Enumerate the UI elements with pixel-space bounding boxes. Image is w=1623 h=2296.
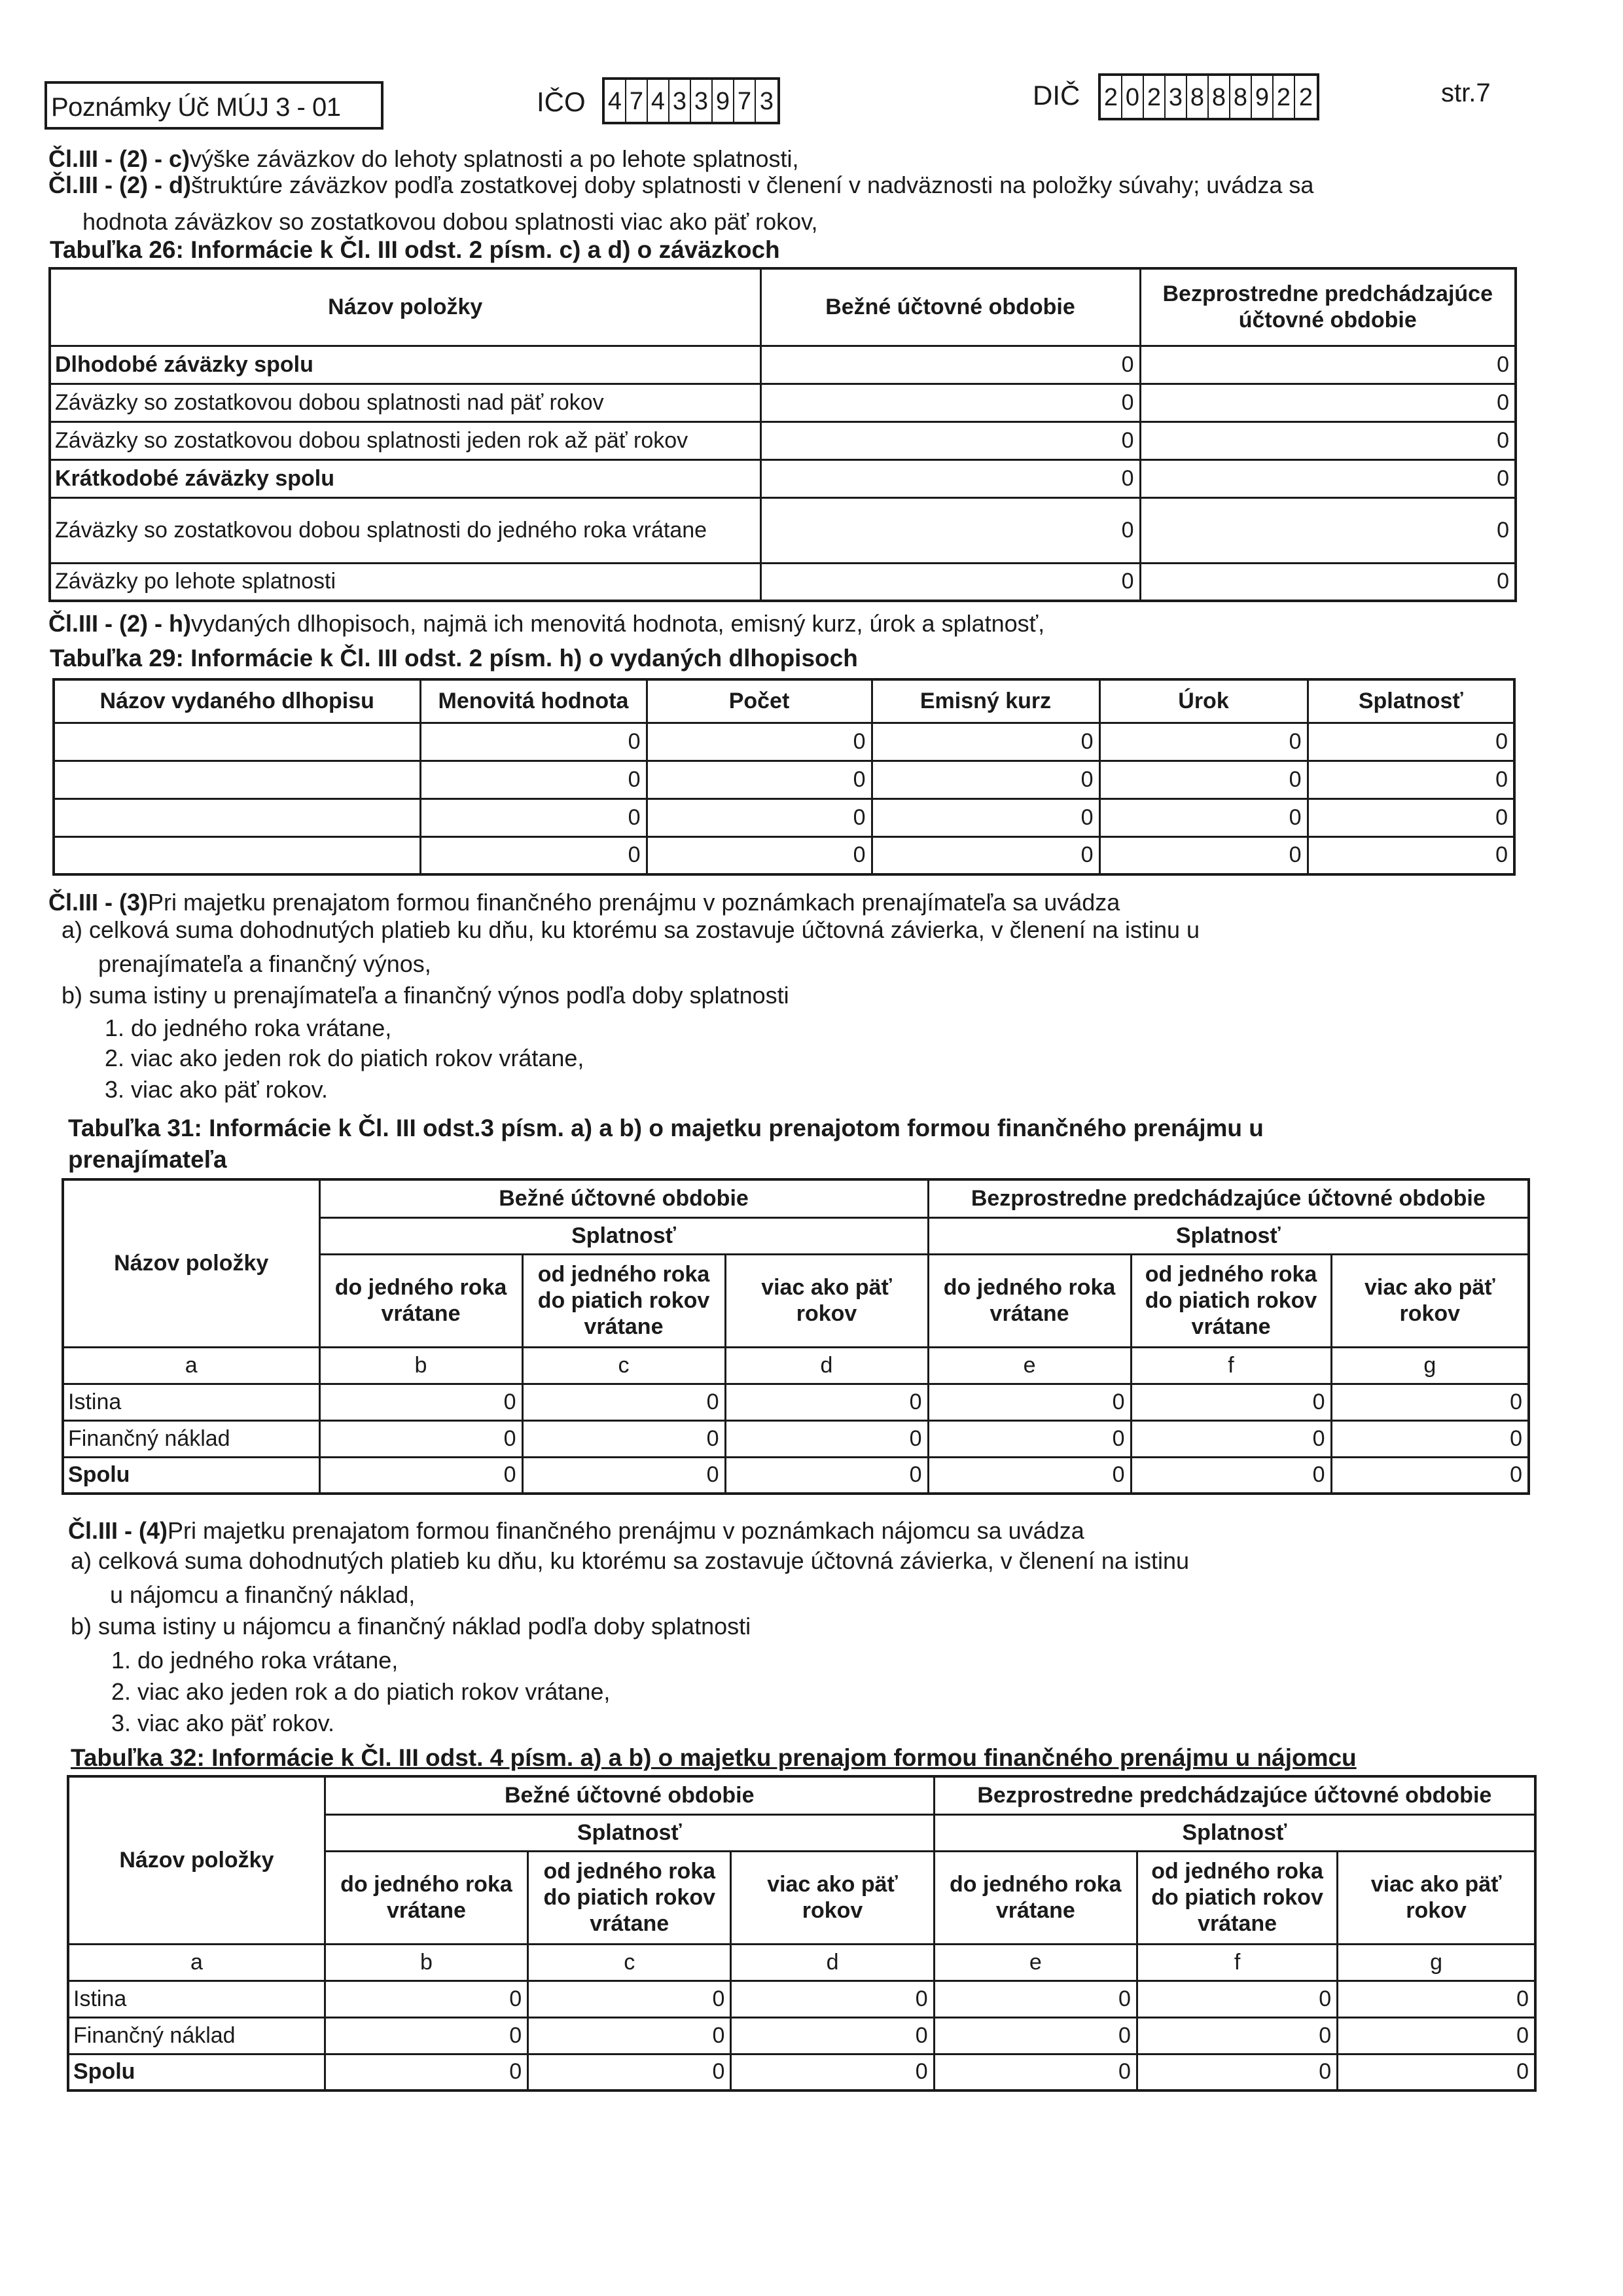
section-4	[68, 1517, 1084, 1545]
section-3-item-1: 1. do jedného roka vrátane,	[105, 1014, 392, 1041]
section-2c-prefix: Čl.III - (2) - c)	[48, 145, 190, 172]
table-row	[68, 2017, 1535, 2054]
value-cell[interactable]: 0	[934, 1981, 1137, 2017]
header-maturity-bucket: od jedného roka do piatich rokov vrátane	[1137, 1851, 1337, 1944]
value-cell[interactable]: 0	[928, 1457, 1131, 1494]
digit-box: 0	[1122, 76, 1144, 118]
value-cell[interactable]: 0	[528, 1981, 731, 2017]
row-label: Spolu	[63, 1457, 319, 1494]
table29-header-interest: Úrok	[1099, 679, 1308, 723]
column-letter: d	[731, 1944, 934, 1981]
digit-box: 2	[1298, 84, 1313, 111]
section-3-b	[62, 982, 789, 1009]
value-cell[interactable]: 0	[731, 1981, 934, 2017]
value-previous[interactable]: 0	[1140, 563, 1516, 601]
value-cell[interactable]: 0	[1331, 1457, 1529, 1494]
value-previous[interactable]: 0	[1140, 459, 1516, 497]
column-letter: f	[1131, 1347, 1331, 1384]
section-3-text: Pri majetku prenajatom formou finančného prenájmu v poznámkach prenajímateľa sa uvádza	[148, 889, 1120, 916]
table-row	[63, 1457, 1529, 1494]
row-label: Krátkodobé záväzky spolu	[50, 459, 760, 497]
value-cell[interactable]: 0	[325, 2054, 527, 2090]
table29-header-nominal: Menovitá hodnota	[420, 679, 647, 723]
digit-box: 7	[626, 80, 648, 122]
value-cell[interactable]: 0	[420, 836, 647, 874]
value-cell[interactable]: 0	[1099, 723, 1308, 761]
value-cell[interactable]: 0	[928, 1384, 1131, 1420]
value-current[interactable]: 0	[760, 384, 1140, 422]
value-cell[interactable]: 0	[725, 1420, 928, 1457]
value-cell[interactable]: 0	[1338, 2017, 1535, 2054]
value-cell[interactable]: 0	[1099, 798, 1308, 836]
section-2h-text: vydaných dlhopisoch, najmä ich menovitá hodnota, emisný kurz, úrok a splatnosť,	[190, 610, 1045, 637]
column-letter: a	[63, 1347, 319, 1384]
value-current[interactable]: 0	[760, 422, 1140, 459]
header-maturity-current: Splatnosť	[325, 1814, 934, 1851]
value-cell[interactable]: 0	[1137, 2054, 1337, 2090]
value-cell[interactable]: 0	[1331, 1420, 1529, 1457]
digit-box: 3	[1166, 76, 1187, 118]
value-cell[interactable]: 0	[647, 798, 872, 836]
section-3-a-text: celková suma dohodnutých platieb ku dňu, ku ktorému sa zostavuje účtovná závierka, v členení na istinu u	[89, 916, 1200, 943]
table29-header-name: Názov vydaného dlhopisu	[54, 679, 420, 723]
digit-box: 2	[1274, 76, 1295, 118]
section-4-item-1: 1. do jedného roka vrátane,	[111, 1647, 399, 1674]
section-4-a-text: celková suma dohodnutých platieb ku dňu, ku ktorému sa zostavuje účtovná závierka, v členení na istinu	[98, 1547, 1189, 1574]
value-cell[interactable]: 0	[1131, 1420, 1331, 1457]
value-current[interactable]: 0	[760, 497, 1140, 563]
value-cell[interactable]: 0	[1331, 1384, 1529, 1420]
column-letter: e	[928, 1347, 1131, 1384]
page-number: str.7	[1441, 79, 1491, 107]
row-label: Finančný náklad	[68, 2017, 325, 2054]
letters-row	[68, 1944, 1535, 1981]
row-label: Záväzky so zostatkovou dobou splatnosti jeden rok až päť rokov	[50, 422, 760, 459]
value-cell[interactable]: 0	[319, 1420, 522, 1457]
column-letter: a	[68, 1944, 325, 1981]
column-letter: e	[934, 1944, 1137, 1981]
value-cell[interactable]: 0	[528, 2054, 731, 2090]
table26	[48, 267, 1517, 602]
value-cell[interactable]: 0	[1308, 798, 1514, 836]
header-maturity-bucket: viac ako päť rokov	[1338, 1851, 1535, 1944]
value-cell[interactable]: 0	[1137, 1981, 1337, 2017]
digit-box: 2	[1101, 76, 1122, 118]
header-maturity-bucket: od jedného roka do piatich rokov vrátane	[1131, 1254, 1331, 1347]
digit-box: 3	[669, 80, 691, 122]
value-current[interactable]: 0	[760, 459, 1140, 497]
header-maturity-bucket: viac ako päť rokov	[725, 1254, 928, 1347]
section-3-b-marker: b)	[62, 982, 83, 1009]
section-2d	[48, 171, 1313, 199]
dic-label: DIČ	[1033, 80, 1080, 111]
value-cell[interactable]: 0	[1308, 761, 1514, 798]
header-maturity-bucket: do jedného roka vrátane	[319, 1254, 522, 1347]
row-label: Záväzky so zostatkovou dobou splatnosti nad päť rokov	[50, 384, 760, 422]
ico-digits	[602, 77, 780, 124]
header-maturity-previous: Splatnosť	[928, 1217, 1529, 1254]
section-4-item-3: 3. viac ako päť rokov.	[111, 1710, 334, 1736]
bond-name-cell[interactable]	[54, 798, 420, 836]
value-previous[interactable]: 0	[1140, 384, 1516, 422]
header-item-name: Názov položky	[68, 1776, 325, 1944]
row-label: Finančný náklad	[63, 1420, 319, 1457]
section-2d-text-line2: hodnota záväzkov so zostatkovou dobou splatnosti viac ako päť rokov,	[82, 208, 818, 235]
section-2d-text: štruktúre záväzkov podľa zostatkovej doby splatnosti v členení v nadväznosti na položky súvahy; uvádza sa	[190, 171, 1314, 198]
value-cell[interactable]: 0	[647, 761, 872, 798]
header-maturity-bucket: od jedného roka do piatich rokov vrátane	[528, 1851, 731, 1944]
digit-box: 8	[1230, 76, 1252, 118]
value-cell[interactable]: 0	[1308, 836, 1514, 874]
value-cell[interactable]: 0	[1131, 1457, 1331, 1494]
bond-name-cell[interactable]	[54, 761, 420, 798]
table-row	[50, 459, 1516, 497]
table32	[67, 1775, 1537, 2092]
header-current-period: Bežné účtovné obdobie	[319, 1179, 928, 1217]
header-previous-period: Bezprostredne predchádzajúce účtovné obdobie	[934, 1776, 1535, 1814]
column-letter: g	[1338, 1944, 1535, 1981]
section-3	[48, 889, 1120, 916]
digit-box: 8	[1187, 76, 1209, 118]
section-3-item-3: 3. viac ako päť rokov.	[105, 1076, 328, 1103]
value-cell[interactable]: 0	[872, 761, 1099, 798]
value-cell[interactable]: 0	[1099, 761, 1308, 798]
header-previous-period: Bezprostredne predchádzajúce účtovné obdobie	[928, 1179, 1529, 1217]
table26-header-previous: Bezprostredne predchádzajúce účtovné obdobie	[1140, 268, 1516, 346]
row-label: Záväzky so zostatkovou dobou splatnosti do jedného roka vrátane	[50, 497, 760, 563]
table-row	[54, 761, 1514, 798]
table-row	[63, 1384, 1529, 1420]
section-3-a	[62, 916, 1200, 944]
value-cell[interactable]: 0	[647, 723, 872, 761]
value-cell[interactable]: 0	[522, 1384, 725, 1420]
header-current-period: Bežné účtovné obdobie	[325, 1776, 934, 1814]
value-cell[interactable]: 0	[928, 1420, 1131, 1457]
table-row	[50, 384, 1516, 422]
table-row	[50, 563, 1516, 601]
table-row	[68, 1981, 1535, 2017]
value-cell[interactable]: 0	[319, 1457, 522, 1494]
column-letter: b	[319, 1347, 522, 1384]
table29-header-count: Počet	[647, 679, 872, 723]
section-3-a-marker: a)	[62, 916, 83, 943]
table31-caption: Tabuľka 31: Informácie k Čl. III odst.3 písm. a) a b) o majetku prenajotom formou finančného prenájmu u	[68, 1115, 1264, 1141]
section-3-b-text: suma istiny u prenajímateľa a finančný výnos podľa doby splatnosti	[89, 982, 789, 1009]
value-cell[interactable]: 0	[731, 2017, 934, 2054]
section-2c	[48, 145, 799, 173]
row-label: Dlhodobé záväzky spolu	[50, 346, 760, 384]
digit-box: 2	[1144, 76, 1166, 118]
column-letter: c	[522, 1347, 725, 1384]
row-label: Istina	[63, 1384, 319, 1420]
section-3-prefix: Čl.III - (3)	[48, 889, 148, 916]
section-2d-prefix: Čl.III - (2) - d)	[48, 171, 191, 198]
section-4-prefix: Čl.III - (4)	[68, 1517, 168, 1544]
table-row	[50, 346, 1516, 384]
header-row	[63, 1179, 1529, 1217]
table26-header-current: Bežné účtovné obdobie	[760, 268, 1140, 346]
letters-row	[63, 1347, 1529, 1384]
header-maturity-bucket: od jedného roka do piatich rokov vrátane	[522, 1254, 725, 1347]
section-4-a-line2: u nájomcu a finančný náklad,	[110, 1581, 416, 1608]
table29	[52, 678, 1516, 876]
digit-box: 4	[648, 80, 669, 122]
section-3-item-2: 2. viac ako jeden rok do piatich rokov vrátane,	[105, 1045, 584, 1071]
table26-caption: Tabuľka 26: Informácie k Čl. III odst. 2 písm. c) a d) o záväzkoch	[50, 236, 780, 263]
value-cell[interactable]: 0	[1308, 723, 1514, 761]
value-cell[interactable]: 0	[1131, 1384, 1331, 1420]
value-cell[interactable]: 0	[1338, 1981, 1535, 2017]
ico-label: IČO	[537, 86, 586, 117]
value-cell[interactable]: 0	[934, 2017, 1137, 2054]
table-row	[54, 723, 1514, 761]
row-label: Istina	[68, 1981, 325, 2017]
table-row	[54, 836, 1514, 874]
value-cell[interactable]: 0	[934, 2054, 1137, 2090]
value-cell[interactable]: 0	[420, 761, 647, 798]
header-maturity-bucket: do jedného roka vrátane	[934, 1851, 1137, 1944]
table32-caption: Tabuľka 32: Informácie k Čl. III odst. 4 písm. a) a b) o majetku prenajom formou finančného prenájmu u nájomcu	[71, 1744, 1357, 1771]
header-row	[68, 1776, 1535, 1814]
value-cell[interactable]: 0	[872, 798, 1099, 836]
value-cell[interactable]: 0	[1099, 836, 1308, 874]
value-current[interactable]: 0	[760, 563, 1140, 601]
value-cell[interactable]: 0	[420, 798, 647, 836]
header-maturity-bucket: viac ako päť rokov	[731, 1851, 934, 1944]
table29-header-issue-rate: Emisný kurz	[872, 679, 1099, 723]
column-letter: c	[528, 1944, 731, 1981]
section-2c-text: výške záväzkov do lehoty splatnosti a po lehote splatnosti,	[190, 145, 799, 172]
column-letter: g	[1331, 1347, 1529, 1384]
value-cell[interactable]: 0	[319, 1384, 522, 1420]
value-cell[interactable]: 0	[528, 2017, 731, 2054]
value-cell[interactable]: 0	[725, 1384, 928, 1420]
header-maturity-bucket: do jedného roka vrátane	[325, 1851, 527, 1944]
section-4-item-2: 2. viac ako jeden rok a do piatich rokov vrátane,	[111, 1678, 611, 1705]
column-letter: f	[1137, 1944, 1337, 1981]
table-row	[50, 497, 1516, 563]
value-cell[interactable]: 0	[872, 836, 1099, 874]
value-cell[interactable]: 0	[1137, 2017, 1337, 2054]
value-cell[interactable]: 0	[325, 2017, 527, 2054]
column-letter: b	[325, 1944, 527, 1981]
section-4-a	[71, 1547, 1189, 1575]
section-4-text: Pri majetku prenajatom formou finančného prenájmu v poznámkach nájomcu sa uvádza	[168, 1517, 1084, 1544]
table31-caption-line2: prenajímateľa	[68, 1146, 227, 1173]
value-cell[interactable]: 0	[325, 1981, 527, 2017]
digit-box: 9	[713, 80, 734, 122]
table26-header-name: Názov položky	[50, 268, 760, 346]
section-4-b-text: suma istiny u nájomcu a finančný náklad podľa doby splatnosti	[98, 1613, 751, 1640]
table-row	[68, 2054, 1535, 2090]
digit-box: 7	[734, 80, 756, 122]
header-item-name: Názov položky	[63, 1179, 319, 1347]
table-row	[63, 1420, 1529, 1457]
table29-caption: Tabuľka 29: Informácie k Čl. III odst. 2 písm. h) o vydaných dlhopisoch	[50, 645, 858, 672]
section-4-b-marker: b)	[71, 1613, 92, 1640]
value-cell[interactable]: 0	[647, 836, 872, 874]
bond-name-cell[interactable]	[54, 836, 420, 874]
digit-box: 3	[759, 88, 774, 115]
value-cell[interactable]: 0	[420, 723, 647, 761]
value-cell[interactable]: 0	[872, 723, 1099, 761]
value-cell[interactable]: 0	[725, 1457, 928, 1494]
digit-box: 8	[1209, 76, 1230, 118]
form-code-box: Poznámky Úč MÚJ 3 - 01	[45, 81, 383, 130]
row-label: Záväzky po lehote splatnosti	[50, 563, 760, 601]
digit-box: 9	[1252, 76, 1274, 118]
value-previous[interactable]: 0	[1140, 422, 1516, 459]
digit-box: 4	[605, 80, 626, 122]
header-maturity-previous: Splatnosť	[934, 1814, 1535, 1851]
header-maturity-bucket: do jedného roka vrátane	[928, 1254, 1131, 1347]
header-maturity-bucket: viac ako päť rokov	[1331, 1254, 1529, 1347]
column-letter: d	[725, 1347, 928, 1384]
section-4-b	[71, 1613, 751, 1640]
table29-header-maturity: Splatnosť	[1308, 679, 1514, 723]
table31	[62, 1178, 1530, 1495]
value-previous[interactable]: 0	[1140, 497, 1516, 563]
table-row	[50, 422, 1516, 459]
value-cell[interactable]: 0	[522, 1420, 725, 1457]
section-3-a-line2: prenajímateľa a finančný výnos,	[98, 950, 431, 977]
bond-name-cell[interactable]	[54, 723, 420, 761]
header-maturity-current: Splatnosť	[319, 1217, 928, 1254]
value-cell[interactable]: 0	[522, 1457, 725, 1494]
value-previous[interactable]: 0	[1140, 346, 1516, 384]
value-cell[interactable]: 0	[1338, 2054, 1535, 2090]
dic-digits	[1098, 73, 1319, 120]
table-row	[54, 798, 1514, 836]
section-4-a-marker: a)	[71, 1547, 92, 1574]
value-cell[interactable]: 0	[731, 2054, 934, 2090]
section-2h	[48, 610, 1044, 637]
value-current[interactable]: 0	[760, 346, 1140, 384]
digit-box: 3	[691, 80, 713, 122]
section-2h-prefix: Čl.III - (2) - h)	[48, 610, 191, 637]
row-label: Spolu	[68, 2054, 325, 2090]
